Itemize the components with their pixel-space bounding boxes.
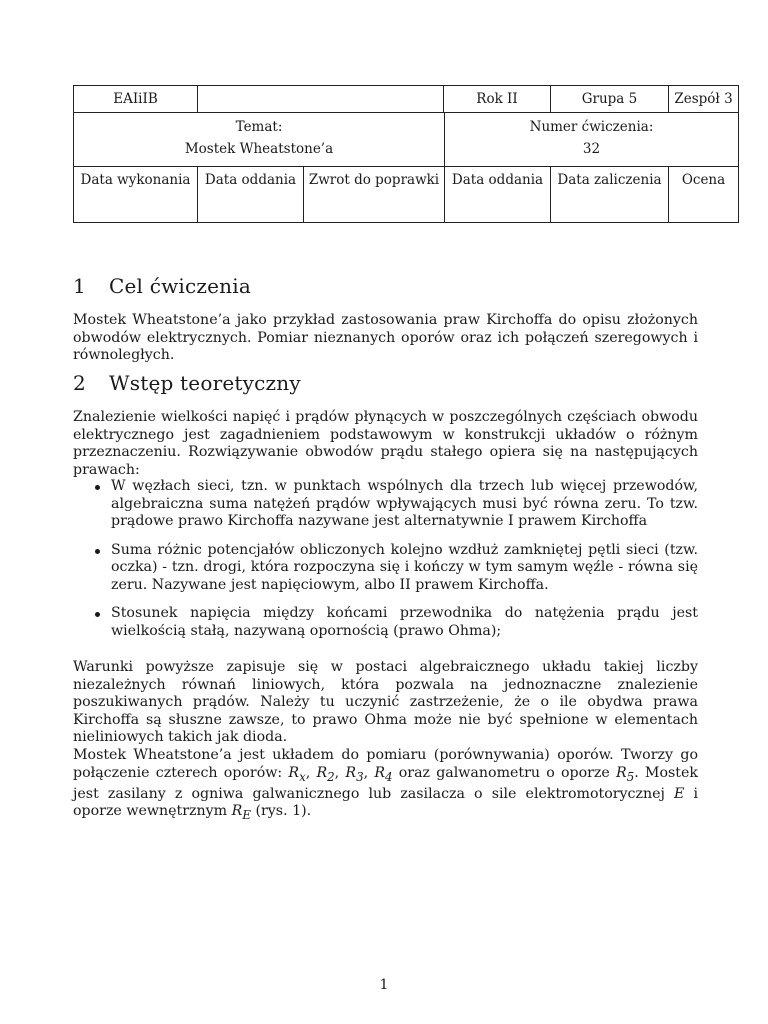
subscript: 2 xyxy=(327,769,335,784)
section-1-heading xyxy=(73,274,251,298)
symbol: R xyxy=(288,764,300,781)
section-2-paragraph-bridge xyxy=(73,747,698,825)
section-number: 2 xyxy=(73,371,86,395)
resistor-r3 xyxy=(345,764,364,784)
resistor-r5 xyxy=(616,764,635,784)
separator: , xyxy=(363,764,375,781)
section-number: 1 xyxy=(73,274,86,298)
resistor-re xyxy=(231,803,251,823)
group-text: Grupa 5 xyxy=(581,91,638,107)
exercise-label: Numer ćwiczenia: xyxy=(529,119,654,135)
col-label: Data wykonania xyxy=(80,172,191,188)
topic-cell xyxy=(73,112,445,167)
list-item-text: W węzłach sieci, tzn. w punktach wspólnych dla trzech lub więcej przewodów, algebraiczna suma natężeń prądów wpływających musi być równa zeru. To tzw. prądowe prawo Kirchoffa nazywane jest alternatywnie I prawem Kirchoffa xyxy=(111,478,698,529)
subscript: 4 xyxy=(385,769,393,784)
resistor-rx xyxy=(288,764,306,784)
subscript: 3 xyxy=(356,769,364,784)
section-2-heading xyxy=(73,371,301,395)
group-cell xyxy=(550,85,669,113)
col-date-passed xyxy=(550,166,669,223)
faculty-text: EAIiIB xyxy=(113,91,158,107)
symbol: R xyxy=(345,764,357,781)
separator: , xyxy=(305,764,317,781)
symbol: R xyxy=(374,764,386,781)
resistor-r4 xyxy=(374,764,393,784)
separator: , xyxy=(334,764,346,781)
col-grade xyxy=(668,166,739,223)
section-2-paragraph-conditions: Warunki powyższe zapisuje się w postaci algebraicznego układu takiej liczby niezależnych równań liniowych, która pozwala na jednoznaczne znalezienie poszukiwanych prądów. Należy tu uczynić zastrzeżenie, że o ile obydwa prawa Kirchoffa są słuszne zawsze, to prawo Ohma może nie być spełnione w elementach nieliniowych takich jak dioda. xyxy=(73,659,698,745)
col-return-correction xyxy=(303,166,445,223)
exercise-number: 32 xyxy=(582,141,601,157)
list-item-text: Stosunek napięcia między końcami przewodnika do natężenia prądu jest wielkością stałą, nazywaną opornością (prawo Ohma); xyxy=(111,605,698,639)
faculty-cell xyxy=(73,85,198,113)
bullet-icon xyxy=(95,549,100,554)
blank-cell xyxy=(197,85,444,113)
page-number: 1 xyxy=(379,977,389,993)
subscript: 5 xyxy=(626,769,635,784)
col-date-submitted-2 xyxy=(444,166,551,223)
col-label: Ocena xyxy=(681,172,726,188)
text-run: i oporze wewnętrznym xyxy=(73,785,698,820)
year-cell xyxy=(443,85,551,113)
text-run: Mostek Wheatstone’a jest układem do pomiaru (porównywania) oporów. Tworzy go połączenie czterech oporów: xyxy=(73,747,698,781)
topic-text: Mostek Wheatstone’a xyxy=(184,141,334,157)
section-title: Cel ćwiczenia xyxy=(109,274,251,298)
col-date-performed xyxy=(73,166,198,223)
col-date-submitted xyxy=(197,166,304,223)
emf-symbol: E xyxy=(673,785,685,802)
laws-list xyxy=(73,478,698,640)
list-item-text: Suma różnic potencjałów obliczonych kolejno wzdłuż zamkniętej pętli sieci (tzw. oczka) - tzn. drogi, która rozpoczyna się i kończy w tym samym węźle - równa się zeru. Nazywane jest napięciowym, albo II prawem Kirchoffa. xyxy=(111,541,698,593)
symbol: R xyxy=(231,803,243,820)
list-item xyxy=(73,605,698,640)
text-run: oraz galwanometru o oporze xyxy=(392,764,616,781)
col-label: Data zaliczenia xyxy=(557,172,662,188)
symbol: R xyxy=(316,764,328,781)
section-1-paragraph: Mostek Wheatstone’a jako przykład zastosowania praw Kirchoffa do opisu złożonych obwodów elektrycznych. Pomiar nieznanych oporów oraz ich połączeń szeregowych i równoległych. xyxy=(73,312,698,363)
section-title: Wstęp teoretyczny xyxy=(109,371,301,395)
section-2-intro: Znalezienie wielkości napięć i prądów płynących w poszczególnych częściach obwodu elektrycznego jest zagadnieniem podstawowym w konstrukcji układów o różnym przeznaczeniu. Rozwiązywanie obwodów prądu stałego opiera się na następujących prawach: xyxy=(73,409,698,478)
subscript: x xyxy=(299,769,306,784)
list-item xyxy=(73,478,698,531)
col-label: Data oddania xyxy=(451,172,544,188)
year-text: Rok II xyxy=(476,91,518,107)
text-run: (rys. 1). xyxy=(250,803,312,820)
topic-label: Temat: xyxy=(235,119,283,135)
list-item xyxy=(73,542,698,595)
header-table xyxy=(73,85,739,223)
exercise-cell xyxy=(444,112,739,167)
col-label: Data oddania xyxy=(204,172,297,188)
bullet-icon xyxy=(95,612,100,617)
bullet-icon xyxy=(95,485,100,490)
resistor-r2 xyxy=(316,764,335,784)
subscript: E xyxy=(242,808,251,823)
col-label: Zwrot do poprawki xyxy=(308,172,440,188)
text-run: . Mostek jest zasilany z ogniwa galwanicznego lub zasilacza o sile elektromotorycznej xyxy=(73,764,698,802)
symbol: R xyxy=(616,764,627,781)
team-text: Zespół 3 xyxy=(674,91,733,107)
team-cell xyxy=(668,85,739,113)
